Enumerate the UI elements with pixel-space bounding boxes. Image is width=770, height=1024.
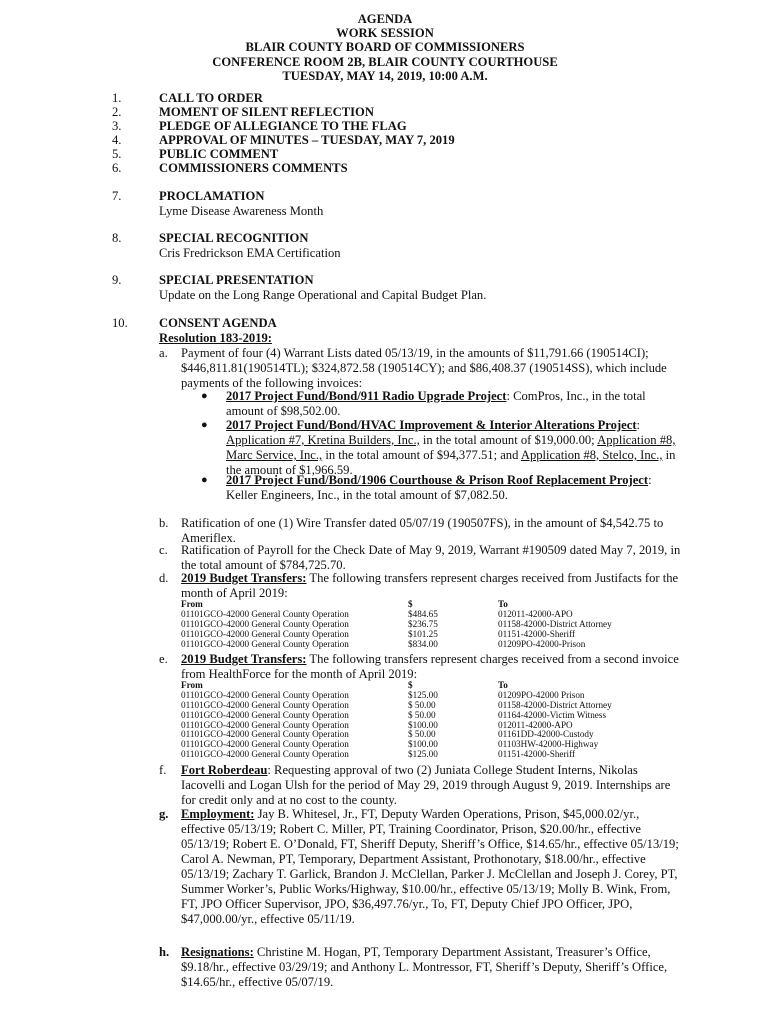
invoice-bullet <box>201 389 681 419</box>
column-header-amount: $ <box>408 680 413 690</box>
item-number: 1. <box>112 91 122 105</box>
item-number: 6. <box>112 161 122 175</box>
table-cell-to: 01164-42000-Victim Witness <box>498 709 607 720</box>
item-letter: d. <box>159 571 169 585</box>
consent-item-text: Ratification of Payroll for the Check Date of May 9, 2019, Warrant #190509 dated May 7, 2019, in the total amount of $784,725.70. <box>181 543 681 572</box>
table-cell-from: 01101GCO-42000 General County Operation <box>181 709 349 720</box>
consent-item-a <box>159 346 684 391</box>
item-title: PROCLAMATION <box>159 189 265 203</box>
table-cell-to: 012011-42000-APO <box>498 719 573 730</box>
consent-item-b <box>159 516 684 546</box>
column-header-to: To <box>498 680 508 690</box>
bullet-project-title: 2017 Project Fund/Bond/1906 Courthouse & Prison Roof Replacement Project <box>226 473 649 487</box>
bullet-text <box>226 473 681 503</box>
header-title: AGENDA <box>357 12 413 26</box>
header-board: BLAIR COUNTY BOARD OF COMMISSIONERS <box>245 40 525 55</box>
fort-roberdeau-title: Fort Roberdeau <box>181 763 268 777</box>
table-cell-to: 01209PO-42000-Prison <box>498 638 586 649</box>
consent-item-text: Ratification of one (1) Wire Transfer dated 05/07/19 (190507FS), in the amount of $4,542.75 to Ameriflex. <box>181 516 664 545</box>
table-cell-from: 01101GCO-42000 General County Operation <box>181 689 349 700</box>
table-cell-from: 01101GCO-42000 General County Operation <box>181 749 349 760</box>
table-cell-to: 012011-42000-APO <box>498 608 573 619</box>
item-title: PLEDGE OF ALLEGIANCE TO THE FLAG <box>159 119 407 133</box>
item-number: 7. <box>112 189 122 203</box>
budget-transfers-text: The following transfers represent charges received from a second invoice from HealthForce for the month of April 2019: <box>181 652 679 681</box>
employment-title: Employment: <box>181 807 255 821</box>
item-title: APPROVAL OF MINUTES – TUESDAY, MAY 7, 2019 <box>159 133 455 147</box>
table-cell-to: 01151-42000-Sheriff <box>498 749 576 760</box>
table-cell-amount: $ 50.00 <box>408 699 436 710</box>
agenda-header <box>0 12 770 83</box>
bullet-text-part: in the amount of $1,966.59. <box>226 448 676 477</box>
item-number: 9. <box>112 273 122 287</box>
table-cell-amount: $484.65 <box>408 608 438 619</box>
consent-item-text <box>181 807 684 927</box>
application-link: Application #8, Stelco, Inc., <box>520 448 663 462</box>
consent-item-text <box>181 652 684 682</box>
consent-item-e <box>159 652 684 682</box>
column-header-amount: $ <box>408 599 413 609</box>
bullet-text-part: in the total amount of $19,000.00; <box>419 433 598 447</box>
bullet-text <box>226 418 681 478</box>
table-cell-to: 01103HW-42000-Highway <box>498 739 599 750</box>
header-datetime: TUESDAY, MAY 14, 2019, 10:00 A.M. <box>282 68 488 83</box>
column-header-to: To <box>498 599 508 609</box>
header-subtitle: WORK SESSION <box>336 26 434 41</box>
column-header-from: From <box>181 680 203 690</box>
table-cell-from: 01101GCO-42000 General County Operation <box>181 739 349 750</box>
table-cell-from: 01101GCO-42000 General County Operation <box>181 729 349 740</box>
resignations-title: Resignations: <box>181 945 254 959</box>
bullet-icon: ● <box>201 390 208 402</box>
item-letter: a. <box>159 346 168 360</box>
item-letter: f. <box>159 763 167 777</box>
table-cell-to: 01151-42000-Sheriff <box>498 628 576 639</box>
item-letter: h. <box>159 945 170 959</box>
application-link: Application #7, Kretina Builders, Inc., <box>226 433 420 447</box>
item-letter: e. <box>159 652 168 666</box>
transfer-table <box>181 600 651 649</box>
item-number: 3. <box>112 119 122 133</box>
bullet-icon: ● <box>201 474 208 486</box>
resolution-label: Resolution 183-2019: <box>159 331 272 345</box>
bullet-rest: : ComPros, Inc., in the total amount of $98,502.00. <box>226 389 646 418</box>
employment-text: Jay B. Whitesel, Jr., FT, Deputy Warden Operations, Prison, $45,000.02/yr., effective 05/13/19; Robert C. Miller, PT, Training Coordinator, Prison, $20.00/hr., effective 05/13/19; Robert E. O’Donald, FT, Sheriff Deputy, Sheriff’s Office, $14.65/hr., effective 05/13/19; Carol A. Newman, PT, Temporary, Department Assistant, Prothonotary, $18.00/hr., effective 05/13/19; Zachary T. Garlick, Brandon J. McClellan, Parker J. McClellan and Joseph J. Corey, PT, Summer Worker’s, Public Works/Highway, $10.00/hr., effective 05/13/19; Molly B. Wink, From, FT, JPO Officer Supervisor, JPO, $36,497.76/yr., To, FT, Deputy Chief JPO Officer, JPO, $47,000.00/yr., effective 05/11/19. <box>181 807 679 926</box>
table-cell-amount: $101.25 <box>408 628 438 639</box>
item-title: SPECIAL RECOGNITION <box>159 231 309 245</box>
budget-transfers-text: The following transfers represent charges received from Justifacts for the month of April 2019: <box>181 571 679 600</box>
table-cell-from: 01101GCO-42000 General County Operation <box>181 699 349 710</box>
consent-item-text: Payment of four (4) Warrant Lists dated 05/13/19, in the amounts of $11,791.66 (190514CI); $446,811.81(190514TL); $324,872.58 (190514CY); and $86,408.37 (190514SS), which include payments of the following invoices: <box>181 346 667 390</box>
application-link: Application #8, Marc Service, Inc., <box>226 433 676 462</box>
column-header-from: From <box>181 599 203 609</box>
item-subtitle: Update on the Long Range Operational and Capital Budget Plan. <box>159 288 487 302</box>
table-cell-amount: $125.00 <box>408 689 438 700</box>
table-cell-from: 01101GCO-42000 General County Operation <box>181 618 349 629</box>
fort-roberdeau-text: : Requesting approval of two (2) Juniata College Student Interns, Nikolas Iacovelli and Logan Ulsh for the period of May 29, 2019 through August 9, 2019. Internships are for credit only and at no cost to the county. <box>181 763 671 807</box>
table-row <box>181 750 651 760</box>
bullet-icon: ● <box>201 419 208 431</box>
table-cell-from: 01101GCO-42000 General County Operation <box>181 638 349 649</box>
table-cell-to: 01209PO-42000 Prison <box>498 689 585 700</box>
table-cell-from: 01101GCO-42000 General County Operation <box>181 608 349 619</box>
item-number: 10. <box>112 316 128 330</box>
bullet-project-title: 2017 Project Fund/Bond/911 Radio Upgrade Project <box>226 389 507 403</box>
item-number: 8. <box>112 231 122 245</box>
consent-item-text <box>181 571 684 601</box>
bullet-rest: : Keller Engineers, Inc., in the total amount of $7,082.50. <box>226 473 652 502</box>
table-cell-to: 01161DD-42000-Custody <box>498 729 594 740</box>
item-number: 2. <box>112 105 122 119</box>
item-title: COMMISSIONERS COMMENTS <box>159 161 348 175</box>
table-cell-to: 01158-42000-District Attorney <box>498 699 612 710</box>
item-title: SPECIAL PRESENTATION <box>159 273 314 287</box>
table-cell-amount: $ 50.00 <box>408 709 436 720</box>
transfer-table <box>181 681 651 760</box>
table-cell-amount: $834.00 <box>408 638 438 649</box>
consent-item-c <box>159 543 684 573</box>
consent-item-text <box>181 945 684 990</box>
consent-item-h <box>159 945 684 990</box>
item-title: CALL TO ORDER <box>159 91 263 105</box>
item-subtitle: Lyme Disease Awareness Month <box>159 204 324 218</box>
bullet-text-part: : <box>636 418 641 432</box>
table-row <box>181 640 651 650</box>
item-title: PUBLIC COMMENT <box>159 147 279 161</box>
table-cell-from: 01101GCO-42000 General County Operation <box>181 719 349 730</box>
header-location: CONFERENCE ROOM 2B, BLAIR COUNTY COURTHOUSE <box>212 54 558 69</box>
table-cell-amount: $100.00 <box>408 739 438 750</box>
budget-transfers-title: 2019 Budget Transfers: <box>181 652 307 666</box>
resignations-text: Christine M. Hogan, PT, Temporary Department Assistant, Treasurer’s Office, $9.18/hr., effective 03/29/19; and Anthony L. Montressor, FT, Sheriff’s Deputy, Sheriff’s Office, $14.65/hr., effective 05/07/19. <box>181 945 668 989</box>
table-cell-amount: $ 50.00 <box>408 729 436 740</box>
bullet-text-part: in the total amount of $94,377.51; and <box>322 448 521 462</box>
budget-transfers-title: 2019 Budget Transfers: <box>181 571 307 585</box>
table-cell-amount: $125.00 <box>408 749 438 760</box>
item-letter: g. <box>159 807 169 821</box>
bullet-project-title: 2017 Project Fund/Bond/HVAC Improvement & Interior Alterations Project <box>226 418 637 432</box>
invoice-bullet <box>201 418 681 478</box>
table-cell-amount: $236.75 <box>408 618 438 629</box>
item-title: CONSENT AGENDA <box>159 316 277 330</box>
item-letter: b. <box>159 516 169 530</box>
item-subtitle: Cris Fredrickson EMA Certification <box>159 246 341 260</box>
consent-item-g <box>159 807 684 927</box>
table-cell-to: 01158-42000-District Attorney <box>498 618 612 629</box>
table-cell-amount: $100.00 <box>408 719 438 730</box>
item-number: 4. <box>112 133 122 147</box>
consent-item-text <box>181 763 684 808</box>
bullet-text <box>226 389 681 419</box>
item-title: MOMENT OF SILENT REFLECTION <box>159 105 374 119</box>
invoice-bullet <box>201 473 681 503</box>
consent-item-f <box>159 763 684 808</box>
consent-item-d <box>159 571 684 601</box>
item-letter: c. <box>159 543 168 557</box>
table-cell-from: 01101GCO-42000 General County Operation <box>181 628 349 639</box>
item-number: 5. <box>112 147 122 161</box>
